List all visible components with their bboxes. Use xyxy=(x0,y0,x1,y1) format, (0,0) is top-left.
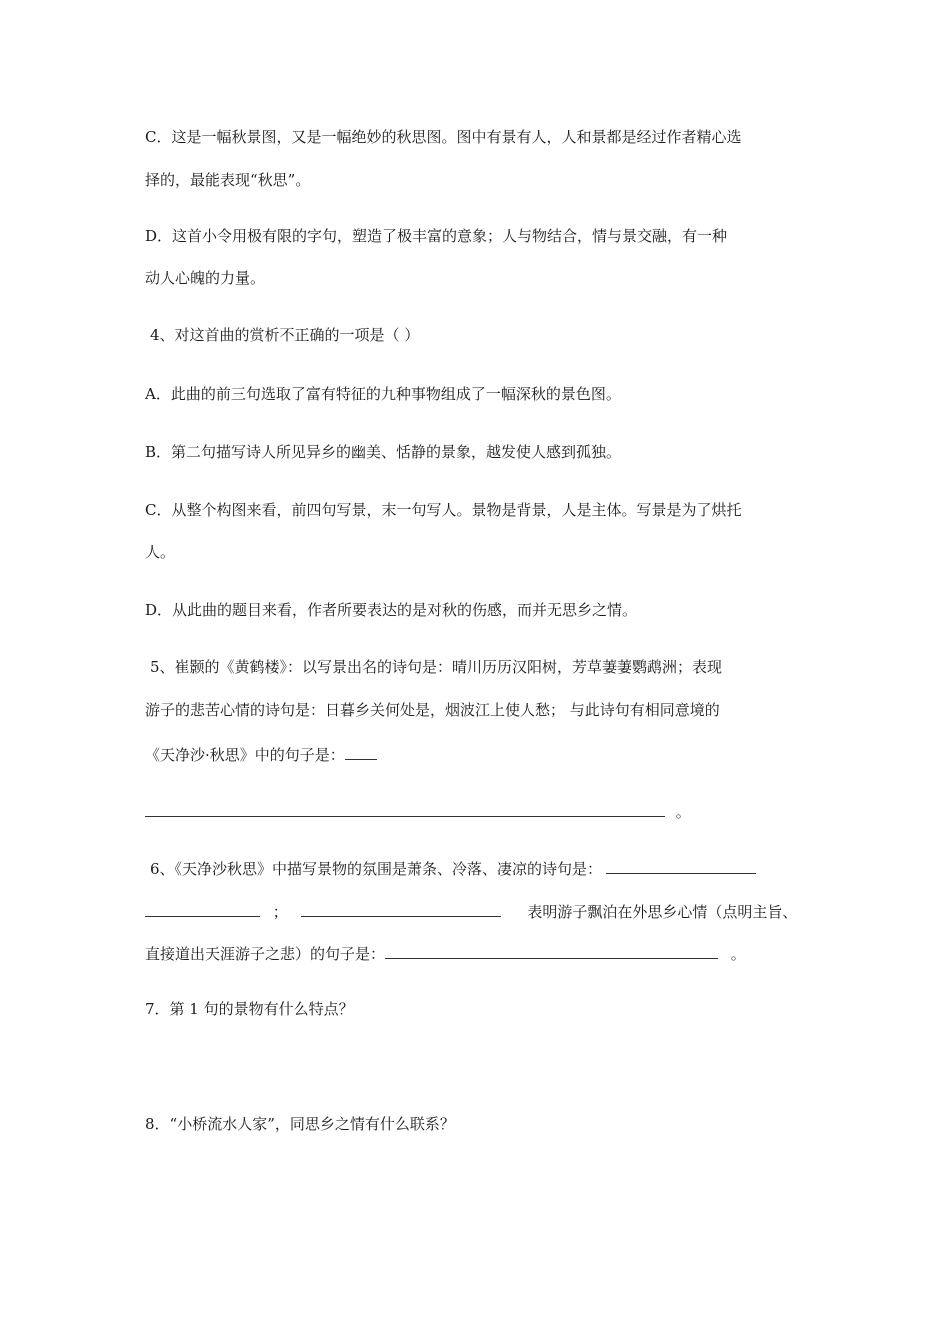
q6-line3 xyxy=(145,942,746,964)
q4-option-a: A．此曲的前三句选取了富有特征的九种事物组成了一幅深秋的景色图。 xyxy=(145,385,621,403)
q4-option-c-line1: C．从整个构图来看，前四句写景，末一句写人。景物是背景，人是主体。写景是为了烘托 xyxy=(145,501,742,519)
q7-question: 7．第 1 句的景物有什么特点？ xyxy=(145,1000,354,1018)
q6-answer-blank-2[interactable] xyxy=(145,900,260,917)
q6-separator: ； xyxy=(272,903,288,921)
q5-answer-blank-1[interactable] xyxy=(345,743,377,760)
q5-line1: 5、崔颢的《黄鹤楼》：以写景出名的诗句是：晴川历历汉阳树，芳草萋萋鹦鹉洲；表现 xyxy=(150,658,723,676)
q3-option-c-line2: 择的，最能表现“秋思”。 xyxy=(145,171,311,189)
q4-option-b: B．第二句描写诗人所见异乡的幽美、恬静的景象，越发使人感到孤独。 xyxy=(145,443,622,461)
q8-question: 8．“小桥流水人家”，同思乡之情有什么联系？ xyxy=(145,1115,455,1133)
q3-option-d-line1: D．这首小令用极有限的字句，塑造了极丰富的意象；人与物结合，情与景交融，有一种 xyxy=(145,227,728,245)
q5-answer-blank-2[interactable] xyxy=(145,800,665,817)
q6-line2 xyxy=(145,900,797,922)
q6-line1-text: 6、《天净沙秋思》中描写景物的氛围是萧条、冷落、凄凉的诗句是： xyxy=(150,860,603,878)
q6-answer-blank-1[interactable] xyxy=(606,857,756,874)
q5-line4 xyxy=(145,800,691,822)
q6-end-punct: 。 xyxy=(730,945,746,963)
q5-line3-text: 《天净沙·秋思》中的句子是： xyxy=(145,746,345,764)
q6-line3-text: 直接道出天涯游子之悲）的句子是： xyxy=(145,945,386,963)
q6-line1 xyxy=(150,857,756,879)
q4-option-d: D．从此曲的题目来看，作者所要表达的是对秋的伤感，而并无思乡之情。 xyxy=(145,601,638,619)
q4-stem: 4、对这首曲的赏析不正确的一项是（ ） xyxy=(150,326,420,344)
q6-answer-blank-4[interactable] xyxy=(385,942,718,959)
q6-line2-text: 表明游子飘泊在外思乡心情（点明主旨、 xyxy=(527,903,798,921)
q3-option-d-line2: 动人心魄的力量。 xyxy=(145,269,266,287)
q4-option-c-line2: 人。 xyxy=(145,543,176,561)
q3-option-c-line1: C．这是一幅秋景图，又是一幅绝妙的秋思图。图中有景有人，人和景都是经过作者精心选 xyxy=(145,128,742,146)
q6-answer-blank-3[interactable] xyxy=(301,900,501,917)
q5-line2: 游子的悲苦心情的诗句是：日暮乡关何处是，烟波江上使人愁； 与此诗句有相同意境的 xyxy=(145,701,720,719)
q5-line3 xyxy=(145,743,377,765)
q5-end-punct: 。 xyxy=(675,803,691,821)
